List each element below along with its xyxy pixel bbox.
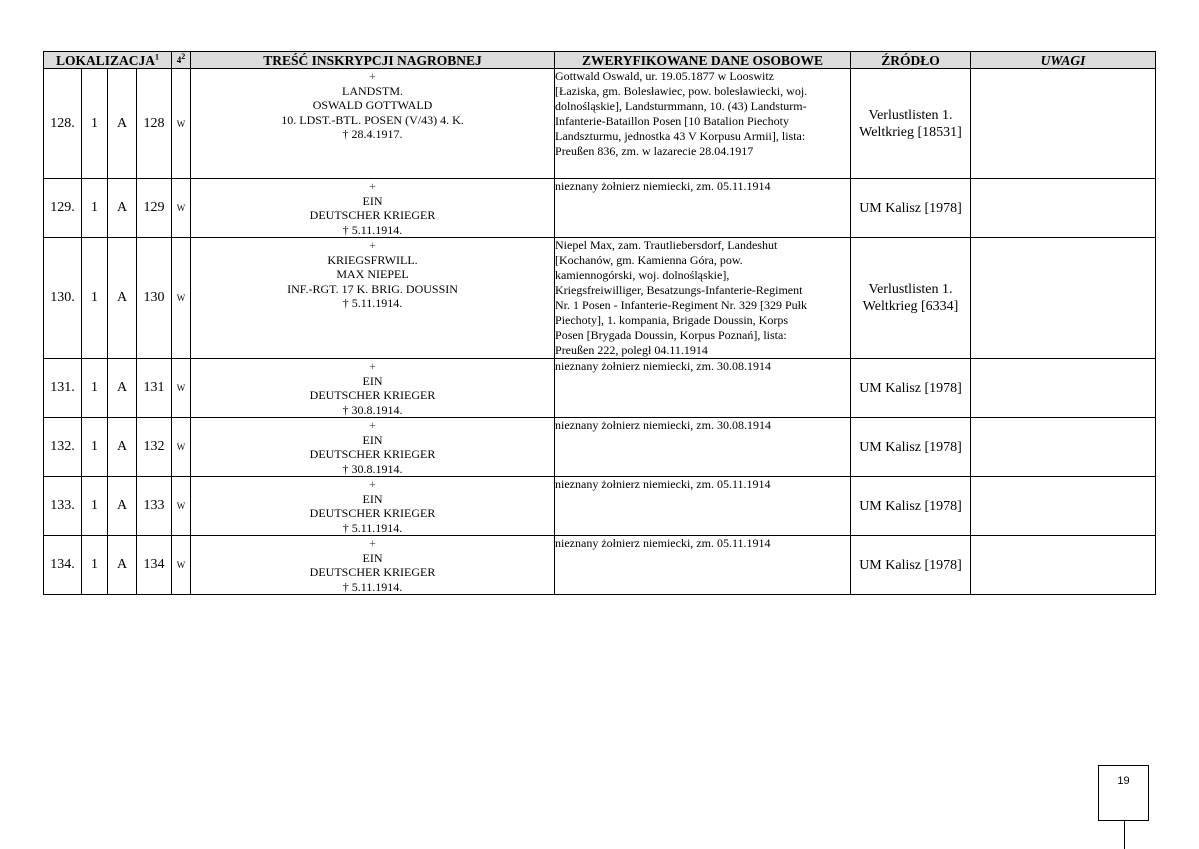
inscription-line: EIN — [362, 491, 383, 506]
verified-data-line: Niepel Max, zam. Trautliebersdorf, Landeshut — [555, 238, 778, 252]
source-cell — [851, 359, 971, 418]
verified-data-line: nieznany żołnierz niemiecki, zm. 30.08.1914 — [555, 418, 771, 432]
page-divider-line — [1124, 820, 1125, 849]
remarks-header: UWAGI — [971, 52, 1156, 69]
row-number: 128. — [44, 69, 82, 179]
table-header-row — [44, 52, 1156, 69]
footnote-marker: 1 — [155, 52, 160, 61]
inscription-line: INF.-RGT. 17 K. BRIG. DOUSSIN — [287, 281, 458, 296]
verified-data-line: [Łaziska, gm. Bolesławiec, pow. bolesławiecki, woj. — [555, 84, 808, 98]
location-grave: 129 — [137, 179, 172, 238]
location-section: 1 — [82, 179, 108, 238]
grave-type: W — [172, 179, 191, 238]
inscription-cell — [191, 179, 555, 238]
inscription-cell — [191, 418, 555, 477]
verified-data-line: Nr. 1 Posen - Infanterie-Regiment Nr. 329 [329 Pułk — [555, 298, 807, 312]
row-number: 134. — [44, 536, 82, 595]
source-cell — [851, 238, 971, 359]
inscription-line: † 30.8.1914. — [342, 402, 403, 417]
row-number: 131. — [44, 359, 82, 418]
inscription-cell — [191, 477, 555, 536]
cross-symbol: + — [369, 238, 376, 252]
location-section: 1 — [82, 359, 108, 418]
source-cell — [851, 179, 971, 238]
location-row: A — [108, 477, 137, 536]
verified-data-cell — [555, 238, 851, 359]
cross-symbol: + — [369, 418, 376, 432]
source-line: Verlustlisten 1. — [868, 282, 953, 297]
location-section: 1 — [82, 238, 108, 359]
column-4-label: 4 — [176, 54, 182, 65]
column-4-header — [172, 52, 191, 69]
source-line: UM Kalisz [1978] — [859, 439, 962, 455]
grave-type: W — [172, 418, 191, 477]
inscription-line: DEUTSCHER KRIEGER — [309, 565, 436, 579]
verified-data-line: Infanterie-Bataillon Posen [10 Batalion Piechoty — [555, 114, 789, 128]
table-body — [44, 69, 1156, 595]
verified-data-line: Piechoty], 1. kompania, Brigade Doussin, Korps — [555, 313, 788, 327]
row-number: 133. — [44, 477, 82, 536]
cross-symbol: + — [369, 179, 376, 193]
verified-data-line: nieznany żołnierz niemiecki, zm. 05.11.1914 — [555, 477, 771, 491]
remarks-cell — [971, 359, 1156, 418]
verified-data-line: Landszturmu, jednostka 43 V Korpusu Armii], lista: — [555, 129, 806, 143]
cross-symbol: + — [369, 536, 376, 550]
verified-data-cell — [555, 359, 851, 418]
grave-register-table — [43, 51, 1156, 595]
source-line: UM Kalisz [1978] — [859, 200, 962, 216]
remarks-cell — [971, 179, 1156, 238]
table-row — [44, 536, 1156, 595]
remarks-cell — [971, 536, 1156, 595]
source-header: ŹRÓDŁO — [851, 52, 971, 69]
inscription-line: † 5.11.1914. — [342, 222, 403, 237]
inscription-line: † 28.4.1917. — [342, 127, 403, 141]
source-line: Weltkrieg [6334] — [862, 299, 959, 314]
remarks-cell — [971, 238, 1156, 359]
source-cell — [851, 477, 971, 536]
page-number: 19 — [1117, 775, 1130, 787]
grave-type: W — [172, 238, 191, 359]
grave-type: W — [172, 69, 191, 179]
cross-symbol: + — [369, 359, 376, 373]
source-cell — [851, 69, 971, 179]
verified-data-cell — [555, 179, 851, 238]
location-row: A — [108, 69, 137, 179]
remarks-cell — [971, 477, 1156, 536]
inscription-line: DEUTSCHER KRIEGER — [309, 388, 436, 402]
cross-symbol: + — [369, 477, 376, 491]
inscription-cell — [191, 69, 555, 179]
location-grave: 134 — [137, 536, 172, 595]
location-section: 1 — [82, 536, 108, 595]
lokalizacja-header — [44, 52, 172, 69]
verified-data-cell — [555, 69, 851, 179]
cross-symbol: + — [369, 69, 376, 83]
inscription-line: KRIEGSFRWILL. — [327, 252, 418, 267]
inscription-line: † 5.11.1914. — [342, 520, 403, 535]
remarks-cell — [971, 69, 1156, 179]
table-row — [44, 418, 1156, 477]
footnote-marker: 2 — [181, 51, 186, 61]
row-number: 129. — [44, 179, 82, 238]
remarks-cell — [971, 418, 1156, 477]
lokalizacja-label: LOKALIZACJA — [56, 52, 156, 68]
grave-type: W — [172, 536, 191, 595]
location-row: A — [108, 536, 137, 595]
source-line: UM Kalisz [1978] — [859, 498, 962, 514]
inscription-cell — [191, 238, 555, 359]
inscription-header: TREŚĆ INSKRYPCJI NAGROBNEJ — [191, 52, 555, 69]
location-row: A — [108, 179, 137, 238]
inscription-line: † 30.8.1914. — [342, 461, 403, 476]
inscription-line: EIN — [362, 193, 383, 208]
inscription-line: DEUTSCHER KRIEGER — [309, 447, 436, 461]
source-cell — [851, 418, 971, 477]
source-line: UM Kalisz [1978] — [859, 557, 962, 573]
location-grave: 128 — [137, 69, 172, 179]
inscription-line: EIN — [362, 550, 383, 565]
inscription-line: † 5.11.1914. — [342, 579, 403, 594]
inscription-line: † 5.11.1914. — [342, 296, 403, 310]
inscription-line: 10. LDST.-BTL. POSEN (V/43) 4. K. — [281, 112, 464, 127]
verified-data-line: Preußen 836, zm. w lazarecie 28.04.1917 — [555, 144, 754, 158]
verified-data-line: [Kochanów, gm. Kamienna Góra, pow. — [555, 253, 743, 267]
location-row: A — [108, 359, 137, 418]
source-line: Weltkrieg [18531] — [859, 124, 962, 140]
verified-data-line: Kriegsfreiwilliger, Besatzungs-Infanterie-Regiment — [555, 283, 803, 297]
verified-data-line: Preußen 222, poległ 04.11.1914 — [555, 343, 708, 357]
location-section: 1 — [82, 477, 108, 536]
inscription-line: MAX NIEPEL — [336, 267, 409, 281]
verified-data-header: ZWERYFIKOWANE DANE OSOBOWE — [555, 52, 851, 69]
verified-data-cell — [555, 477, 851, 536]
table-row — [44, 69, 1156, 179]
source-cell — [851, 536, 971, 595]
table-row — [44, 477, 1156, 536]
table-row — [44, 359, 1156, 418]
location-grave: 131 — [137, 359, 172, 418]
verified-data-line: nieznany żołnierz niemiecki, zm. 30.08.1914 — [555, 359, 771, 373]
verified-data-line: Gottwald Oswald, ur. 19.05.1877 w Looswitz — [555, 69, 774, 83]
verified-data-line: nieznany żołnierz niemiecki, zm. 05.11.1914 — [555, 536, 771, 550]
table-row — [44, 179, 1156, 238]
inscription-line: EIN — [362, 432, 383, 447]
verified-data-line: Posen [Brygada Doussin, Korpus Poznań], lista: — [555, 328, 787, 342]
inscription-line: OSWALD GOTTWALD — [312, 98, 433, 112]
source-line: UM Kalisz [1978] — [859, 380, 962, 396]
table-row — [44, 238, 1156, 359]
inscription-line: DEUTSCHER KRIEGER — [309, 208, 436, 222]
row-number: 132. — [44, 418, 82, 477]
location-row: A — [108, 238, 137, 359]
inscription-line: EIN — [362, 373, 383, 388]
location-section: 1 — [82, 418, 108, 477]
location-grave: 133 — [137, 477, 172, 536]
verified-data-line: dolnośląskie], Landsturmmann, 10. (43) Landsturm- — [555, 99, 807, 113]
grave-type: W — [172, 359, 191, 418]
location-section: 1 — [82, 69, 108, 179]
inscription-cell — [191, 359, 555, 418]
verified-data-line: nieznany żołnierz niemiecki, zm. 05.11.1914 — [555, 179, 771, 193]
location-grave: 132 — [137, 418, 172, 477]
source-line: Verlustlisten 1. — [868, 107, 953, 123]
page-number-box — [1098, 765, 1149, 821]
verified-data-cell — [555, 536, 851, 595]
location-grave: 130 — [137, 238, 172, 359]
verified-data-cell — [555, 418, 851, 477]
location-row: A — [108, 418, 137, 477]
grave-type: W — [172, 477, 191, 536]
verified-data-line: kamiennogórski, woj. dolnośląskie], — [555, 268, 730, 282]
inscription-line: DEUTSCHER KRIEGER — [309, 506, 436, 520]
row-number: 130. — [44, 238, 82, 359]
inscription-line: LANDSTM. — [342, 83, 404, 98]
inscription-cell — [191, 536, 555, 595]
